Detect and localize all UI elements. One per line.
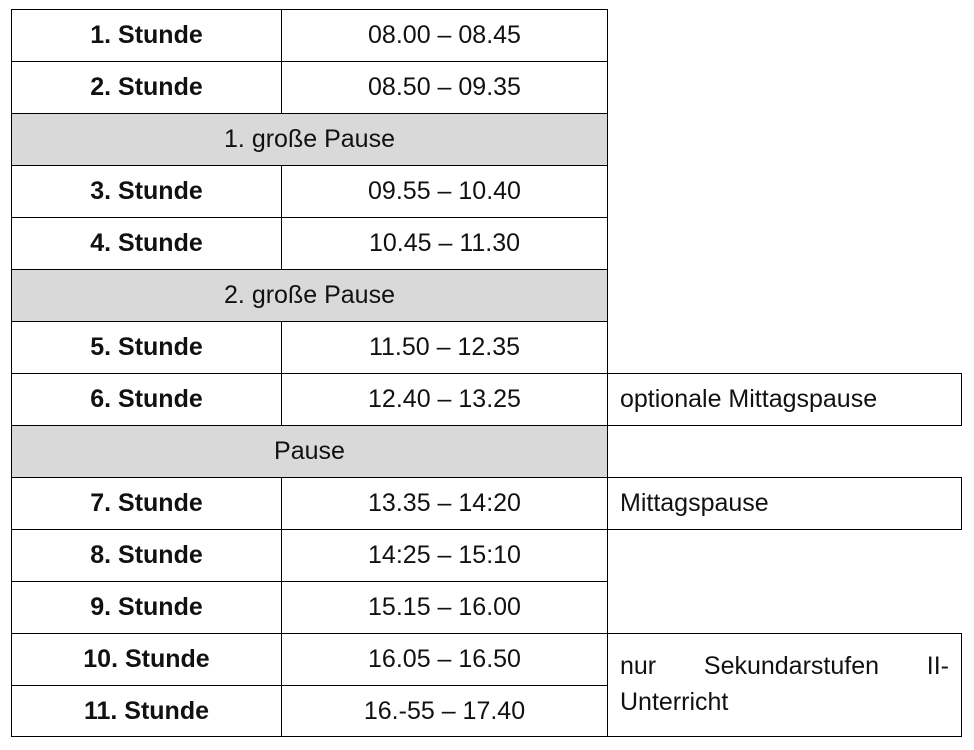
period-label: 8. Stunde [11, 529, 282, 582]
period-time: 14:25 – 15:10 [281, 529, 608, 582]
note-word: II- [926, 652, 949, 680]
note-upper-secondary [607, 633, 962, 737]
note-line-2: Unterricht [620, 688, 729, 716]
period-label: 5. Stunde [11, 321, 282, 374]
period-time: 16.-55 – 17.40 [281, 685, 608, 737]
period-label: 1. Stunde [11, 9, 282, 62]
note-word: Sekundarstufen [703, 652, 880, 680]
period-time: 13.35 – 14:20 [281, 477, 608, 530]
period-label: 6. Stunde [11, 373, 282, 426]
period-label: 9. Stunde [11, 581, 282, 634]
period-label: 10. Stunde [11, 633, 282, 686]
period-time: 10.45 – 11.30 [281, 217, 608, 270]
period-time: 16.05 – 16.50 [281, 633, 608, 686]
period-time: 11.50 – 12.35 [281, 321, 608, 374]
note-lunch: Mittagspause [607, 477, 962, 530]
break-row: 1. große Pause [11, 113, 608, 166]
note-optional-lunch: optionale Mittagspause [607, 373, 962, 426]
period-label: 3. Stunde [11, 165, 282, 218]
period-label: 7. Stunde [11, 477, 282, 530]
note-word: nur [620, 652, 657, 680]
period-time: 12.40 – 13.25 [281, 373, 608, 426]
break-row: Pause [11, 425, 608, 478]
period-label: 11. Stunde [11, 685, 282, 737]
period-time: 09.55 – 10.40 [281, 165, 608, 218]
break-row: 2. große Pause [11, 269, 608, 322]
period-time: 08.50 – 09.35 [281, 61, 608, 114]
period-time: 15.15 – 16.00 [281, 581, 608, 634]
period-time: 08.00 – 08.45 [281, 9, 608, 62]
period-label: 2. Stunde [11, 61, 282, 114]
period-label: 4. Stunde [11, 217, 282, 270]
note-line-1 [620, 648, 949, 684]
